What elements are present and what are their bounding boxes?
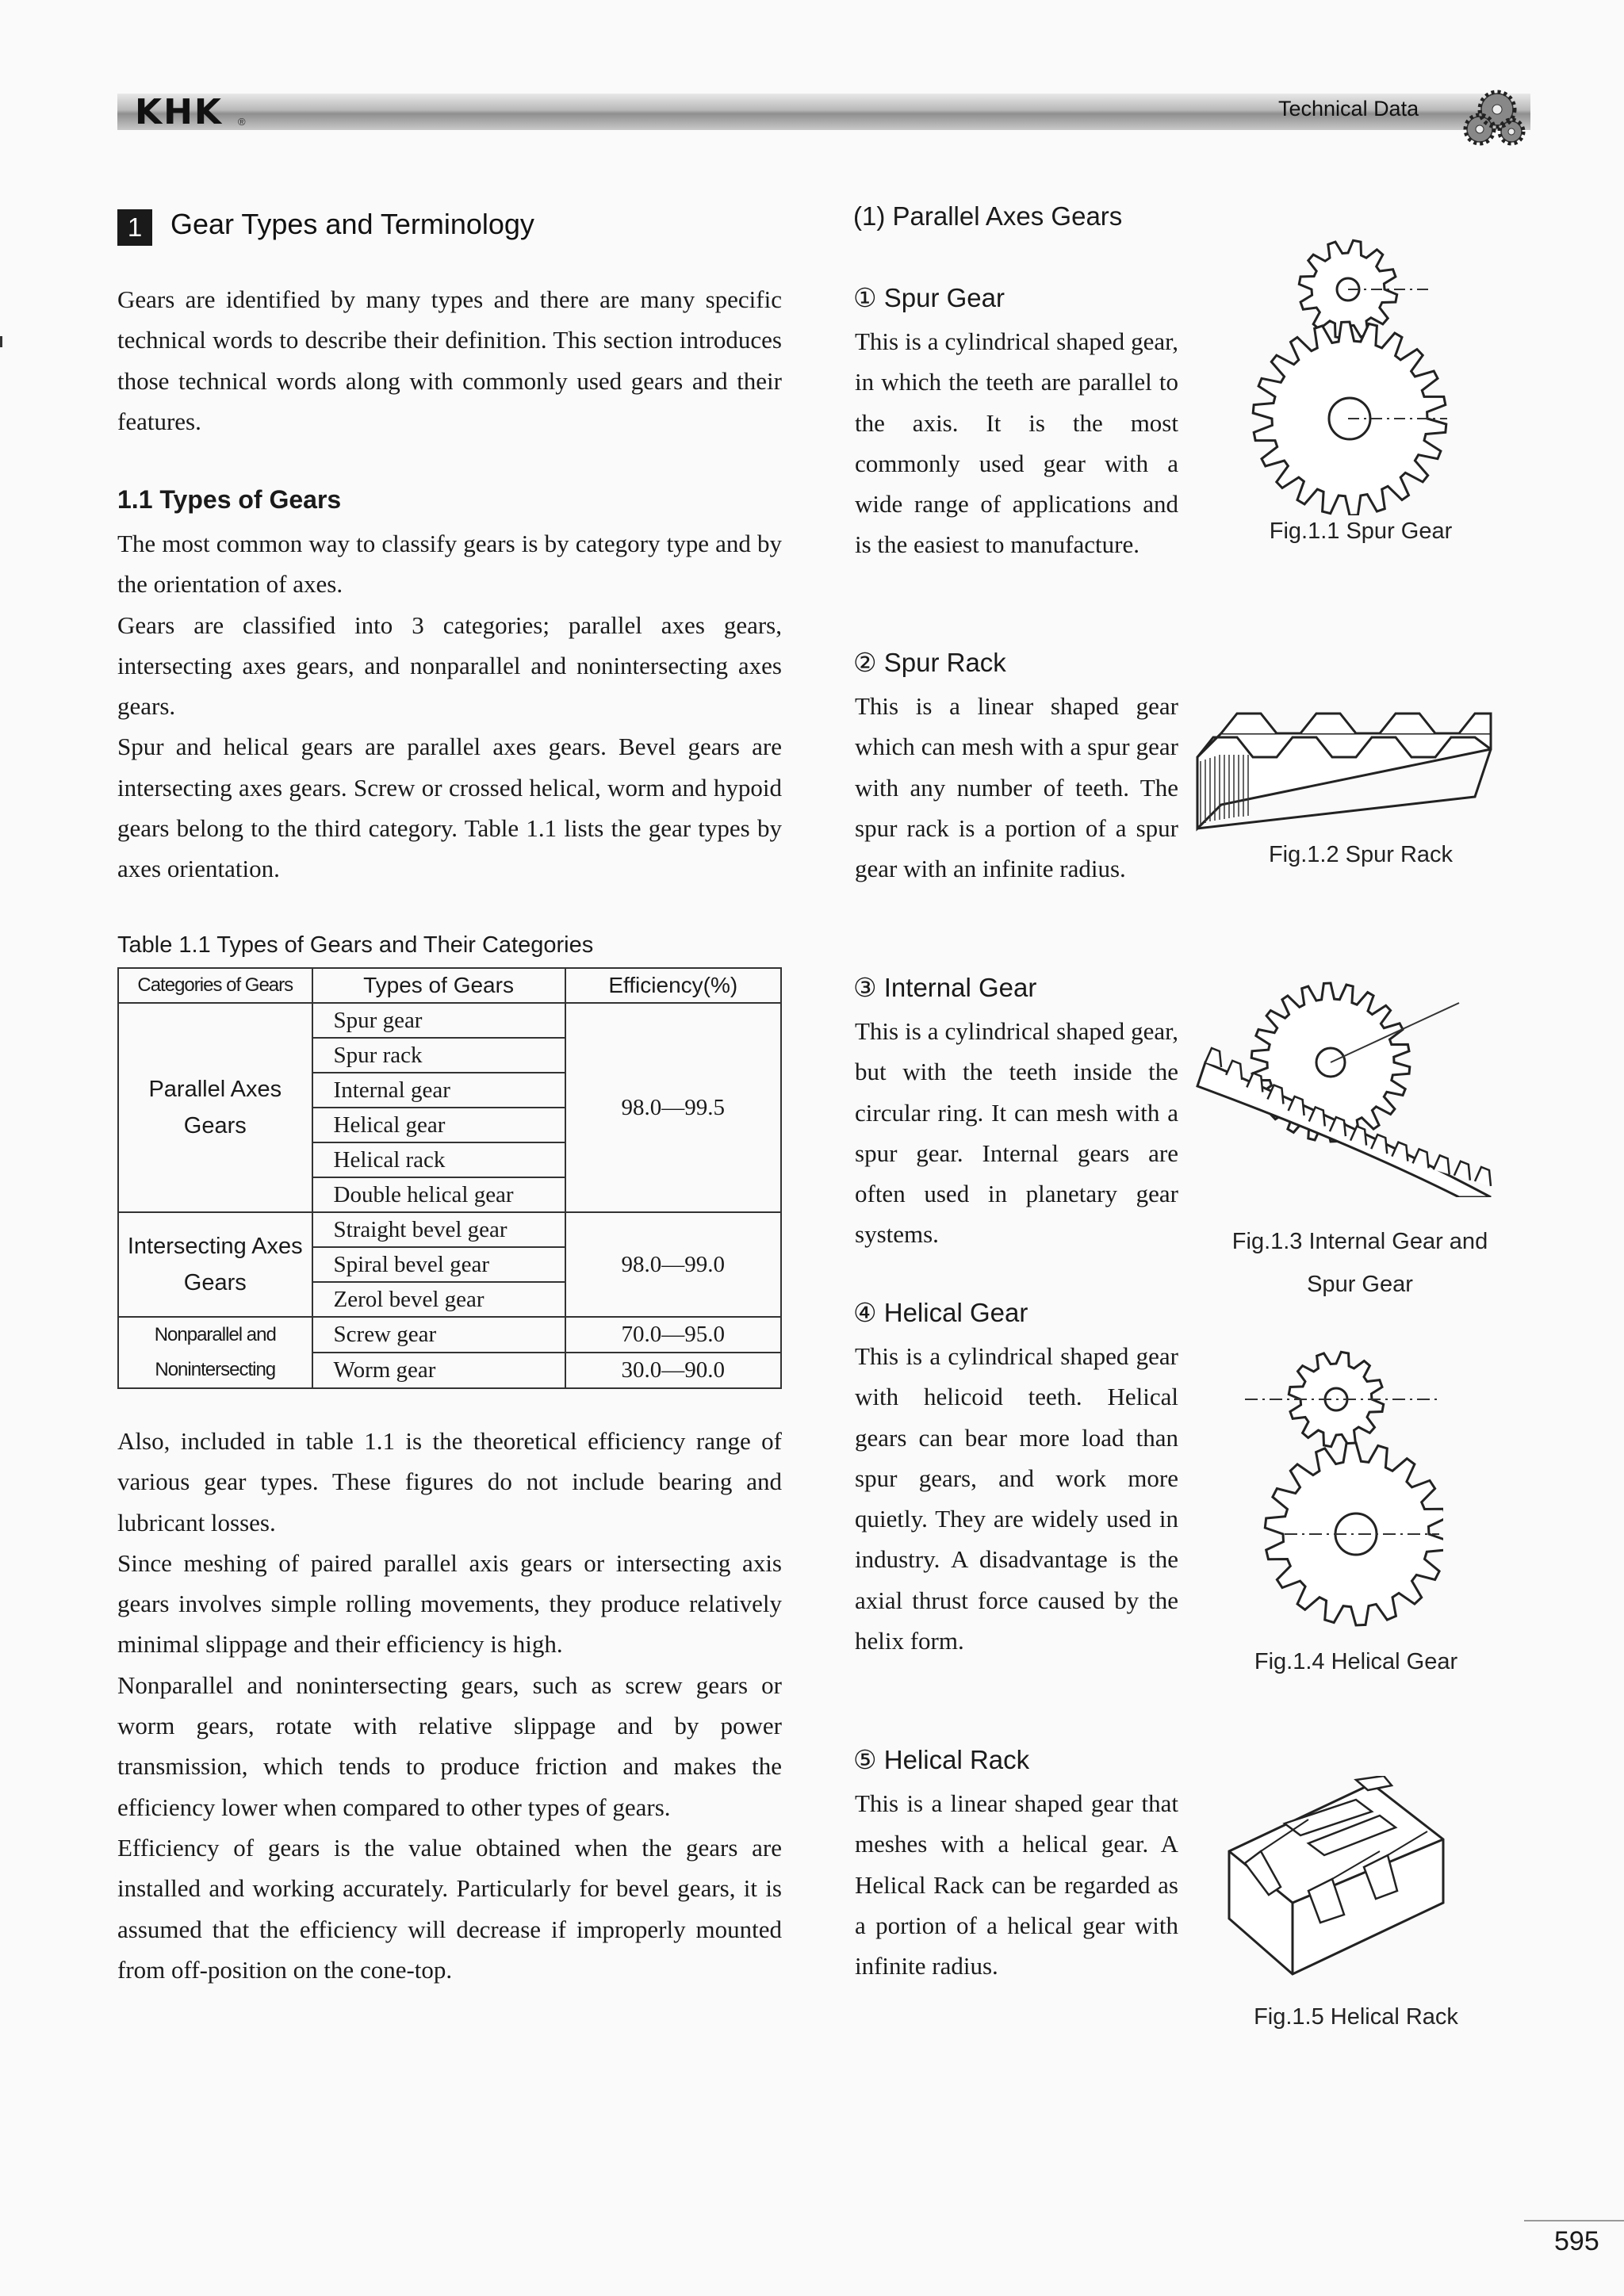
fig-caption: Fig.1.4 Helical Gear	[1254, 1649, 1458, 1674]
registered-mark: ®	[238, 116, 246, 128]
table-header-row	[118, 968, 781, 1003]
types-paragraph: The most common way to classify gears is by category type and by the orientation of axes. Gears are classified into 3 categories; parallel axes gears, intersecting axes gears, and nonparallel and nonintersecting axes gears. Spur and helical gears are parallel axes gears. Bevel gears are intersecting axes gears. Screw or crossed helical, worm and hypoid gears belong to the third category. Table 1.1 lists the gear types by axes orientation.	[117, 530, 782, 883]
spur-rack-figure	[1189, 682, 1499, 840]
item-title-helical-rack: ⑤ Helical Rack	[853, 1745, 1030, 1774]
khk-logo: KHK	[135, 92, 224, 132]
item-text-helical-rack: This is a linear shaped gear that meshes with a helical gear. A Helical Rack can be regarded as a portion of a helical gear with infinite radius.	[855, 1789, 1178, 1980]
table-header: Efficiency(%)	[565, 968, 781, 1003]
subsection-heading: 1.1 Types of Gears	[117, 485, 342, 514]
header-title: Technical Data	[1278, 97, 1419, 121]
efficiency-cell: 98.0―99.5	[565, 1003, 781, 1212]
category-cell: Parallel Axes Gears	[118, 1003, 312, 1212]
item-title-helical-gear: ④ Helical Gear	[853, 1298, 1028, 1327]
fig-caption: Fig.1.2 Spur Rack	[1268, 842, 1454, 867]
spur-gear-figure	[1221, 230, 1459, 515]
fig-caption: Fig.1.3 Internal Gear and	[1231, 1229, 1488, 1254]
internal-gear-figure	[1189, 959, 1507, 1197]
section-title: Gear Types and Terminology	[170, 208, 534, 240]
fig-caption: Fig.1.5 Helical Rack	[1254, 2004, 1458, 2030]
type-cell: Helical rack	[312, 1142, 565, 1177]
fig-caption: Spur Gear	[1307, 1272, 1413, 1297]
item-title-spur-rack: ② Spur Rack	[853, 648, 1006, 677]
type-cell: Spiral bevel gear	[312, 1247, 565, 1282]
efficiency-paragraph: Also, included in table 1.1 is the theoretical efficiency range of various gear types. These figures do not include bearing and lubricant losses. Since meshing of paired parallel axis gears or intersecting axis gears involves simple rolling movements, they produce relatively minimal slippage and their efficiency is high. Nonparallel and nonintersecting gears, such as screw gears or worm gears, rotate with relative slippage and by power transmission, which tends to produce friction and makes the efficiency lower when compared to other types of gears. Efficiency of gears is the value obtained when the gears are installed and working accurately. Particularly for bevel gears, it is assumed that the efficiency will decrease if improperly mounted from off-position on the cone-top.	[117, 1427, 782, 1984]
table-caption: Table 1.1 Types of Gears and Their Categories	[117, 932, 594, 958]
table-header: Categories of Gears	[118, 968, 312, 1003]
item-title-internal-gear: ③ Internal Gear	[853, 973, 1037, 1002]
table-row	[118, 1317, 781, 1353]
helical-gear-figure	[1237, 1340, 1443, 1641]
page-number: 595	[1554, 2226, 1599, 2256]
helical-rack-figure	[1213, 1776, 1467, 1990]
margin-mark	[0, 336, 2, 347]
type-cell: Helical gear	[312, 1108, 565, 1142]
internal-tooth	[1475, 1167, 1491, 1186]
page-number-rule	[1524, 2220, 1624, 2221]
category-cell: Intersecting Axes Gears	[118, 1212, 312, 1317]
type-cell: Worm gear	[312, 1353, 565, 1388]
table-row	[118, 1003, 781, 1038]
intro-paragraph: Gears are identified by many types and there are many specific technical words to describe their definition. This section introduces those technical words along with commonly used gears and their features.	[117, 285, 782, 435]
type-cell: Screw gear	[312, 1317, 565, 1353]
efficiency-cell: 98.0―99.0	[565, 1212, 781, 1317]
category-cell: Nonparallel and Nonintersecting	[118, 1317, 312, 1388]
gear-types-table	[117, 967, 782, 1389]
item-text-spur-rack: This is a linear shaped gear which can mesh with a spur gear with any number of teeth. The spur rack is a portion of a spur gear with an infinite radius.	[855, 692, 1178, 883]
internal-tooth	[1454, 1161, 1470, 1181]
item-text-helical-gear: This is a cylindrical shaped gear with helicoid teeth. Helical gears can bear more load than spur gears, and work more quietly. They are widely used in industry. A disadvantage is the axial thrust force caused by the helix form.	[855, 1342, 1178, 1655]
item-text-internal-gear: This is a cylindrical shaped gear, but with the teeth inside the circular ring. It can mesh with a spur gear. Internal gears are often used in planetary gear systems.	[855, 1017, 1178, 1249]
type-cell: Straight bevel gear	[312, 1212, 565, 1247]
table-header: Types of Gears	[312, 968, 565, 1003]
type-cell: Internal gear	[312, 1073, 565, 1108]
item-title-spur-gear: ① Spur Gear	[853, 283, 1005, 312]
table-row	[118, 1212, 781, 1247]
fig-caption: Fig.1.1 Spur Gear	[1269, 519, 1453, 544]
efficiency-cell: 70.0―95.0	[565, 1317, 781, 1353]
efficiency-cell: 30.0―90.0	[565, 1353, 781, 1388]
type-cell: Zerol bevel gear	[312, 1282, 565, 1317]
section-number: 1	[117, 209, 152, 246]
gear-cluster-icon	[1456, 86, 1529, 149]
subsection-title: (1) Parallel Axes Gears	[853, 201, 1123, 231]
type-cell: Spur gear	[312, 1003, 565, 1038]
type-cell: Spur rack	[312, 1038, 565, 1073]
type-cell: Double helical gear	[312, 1177, 565, 1212]
item-text-spur-gear: This is a cylindrical shaped gear, in which the teeth are parallel to the axis. It is the most commonly used gear with a wide range of applications and is the easiest to manufacture.	[855, 327, 1178, 559]
